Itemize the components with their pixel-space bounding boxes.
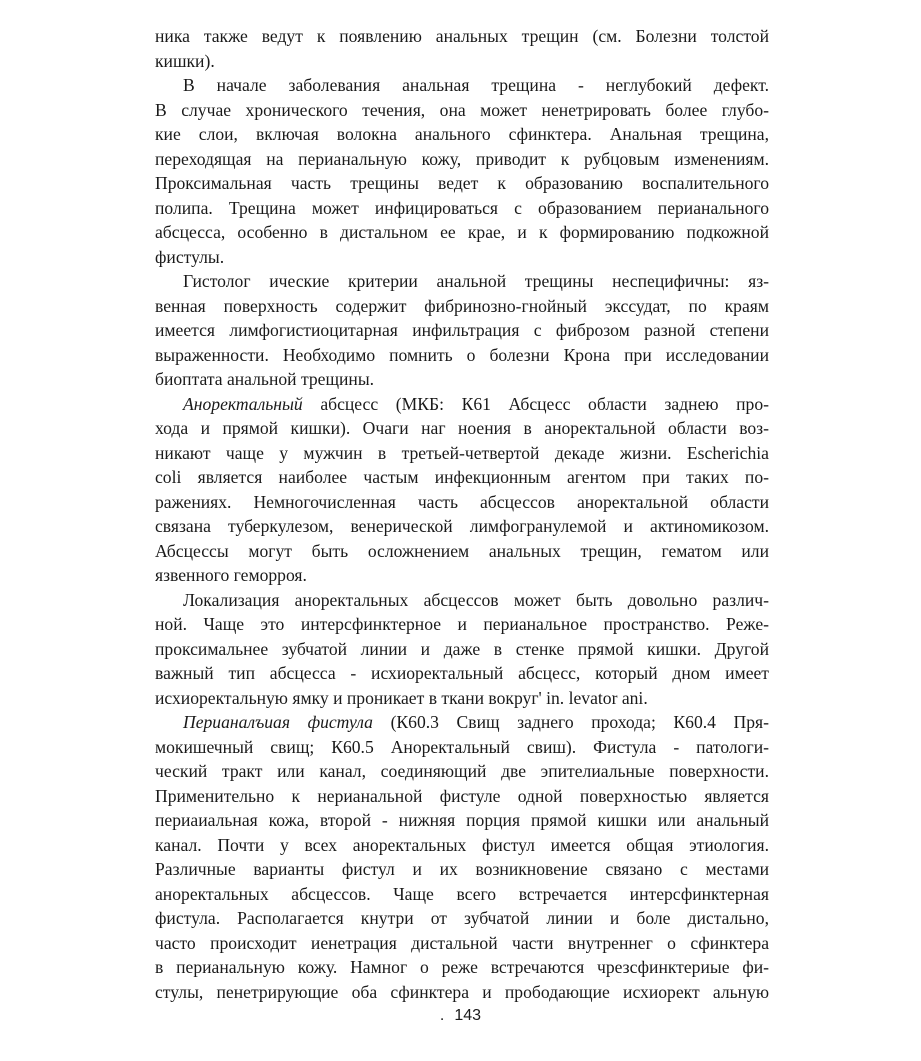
page-body <box>155 24 769 1004</box>
text-run: (К60.3 Свищ заднего прохода; К60.4 Пря- <box>372 712 769 732</box>
text-line: проксимальнее зубчатой линии и даже в стенке прямой кишки. Другой <box>155 638 769 659</box>
text-line: выраженности. Необходимо помнить о болезни Крона при исследовании <box>155 344 769 365</box>
paragraph-2 <box>155 269 769 392</box>
text-line: Проксимальная часть трещины ведет к образованию воспалительного <box>155 173 769 193</box>
text-line: канал. Почти у всех аноректальных фистул имеется общая этиология. <box>155 834 769 855</box>
text-line: никают чаще у мужчин в третьей-четвертой декаде жизни. Escherichia <box>155 442 769 463</box>
italic-term: Перианалъиая фистула <box>183 712 373 732</box>
text-line: хода и прямой кишки). Очаги наг ноения в аноректальной области воз- <box>155 418 769 438</box>
text-line: Различные варианты фистул и их возникновение связано с местами <box>155 859 769 879</box>
text-line: ражениях. Немногочисленная часть абсцессов аноректальной области <box>155 491 769 512</box>
paragraph-5 <box>155 710 769 1004</box>
text-line: исхиоректальную ямку и проникает в ткани вокруг' in. levator ani. <box>155 687 648 708</box>
text-line: связана туберкулезом, венерической лимфогранулемой и актиномикозом. <box>155 516 769 536</box>
text-line: В случае хронического течения, она может ненетрировать более глубо- <box>155 99 769 120</box>
text-line: ной. Чаще это интерсфинктерное и перианальное пространство. Реже- <box>155 614 769 634</box>
text-line: абсцесса, особенно в дистальном ее крае, и к формированию подкожной <box>155 222 769 242</box>
text-line: фистулы. <box>155 246 225 267</box>
text-line: coli является наиболее частым инфекционным агентом при таких по- <box>155 467 769 487</box>
text-line <box>155 392 769 417</box>
text-line: в перианальную кожу. Намног о реже встречаются чрезсфинктериые фи- <box>155 957 769 977</box>
text-line: важный тип абсцесса - исхиоректальный абсцесс, который дном имеет <box>155 663 769 683</box>
text-line <box>155 710 769 735</box>
paragraph-1 <box>155 73 769 269</box>
text-line: Применительно к нерианальной фистуле одной поверхностью является <box>155 785 769 806</box>
text-line: полипа. Трещина может инфицироваться с образованием перианального <box>155 197 769 218</box>
text-line: переходящая на перианальную кожу, приводит к рубцовым изменениям. <box>155 148 769 169</box>
paragraph-3 <box>155 392 769 588</box>
paragraph-4 <box>155 588 769 711</box>
text-line: язвенного геморроя. <box>155 565 307 585</box>
text-run: абсцесс (МКБ: К61 Абсцесс области заднею про- <box>302 393 769 414</box>
text-line: часто происходит иенетрация дистальной части внутреннег о сфинктера <box>155 932 769 953</box>
text-line: мокишечный свищ; К60.5 Аноректальный свиш). Фистула - патологи- <box>155 736 769 757</box>
text-line: Локализация аноректальных абсцессов может быть довольно различ- <box>183 589 769 610</box>
text-line: стулы, пенетрирующие оба сфинктера и прободающие исхиорект альную <box>155 981 769 1002</box>
page-number <box>0 1005 921 1027</box>
text-line: биоптата анальной трещины. <box>155 369 375 389</box>
text-line: аноректальных абсцессов. Чаще всего встречается интерсфинктерная <box>155 883 769 904</box>
text-line: В начале заболевания анальная трещина - неглубокий дефект. <box>183 75 769 95</box>
text-line: ника также ведут к появлению анальных трещин (см. Болезни толстой <box>155 26 769 46</box>
page-number-value: 143 <box>454 1007 482 1024</box>
text-line: периаиальная кожа, второй - нижняя порция прямой кишки или анальный <box>155 810 769 830</box>
text-line: Абсцессы могут быть осложнением анальных трещин, гематом или <box>155 540 769 561</box>
text-line: кишки). <box>155 50 215 71</box>
paragraph-0 <box>155 24 769 73</box>
page-number-dot: . <box>439 1007 445 1024</box>
text-line: кие слои, включая волокна анального сфинктера. Анальная трещина, <box>155 124 769 144</box>
text-line: венная поверхность содержит фибринозно-гнойный экссудат, по краям <box>155 295 769 316</box>
text-line: имеется лимфогистиоцитарная инфильтрация с фиброзом разной степени <box>155 320 769 340</box>
text-line: ческий тракт или канал, соединяющий две эпителиальные поверхности. <box>155 761 769 781</box>
text-line: фистула. Располагается кнутри от зубчатой линии и боле дистально, <box>155 908 769 928</box>
italic-term: Аноректальный <box>183 393 303 414</box>
text-line: Гистолог ические критерии анальной трещины неспецифичны: яз- <box>183 271 769 291</box>
